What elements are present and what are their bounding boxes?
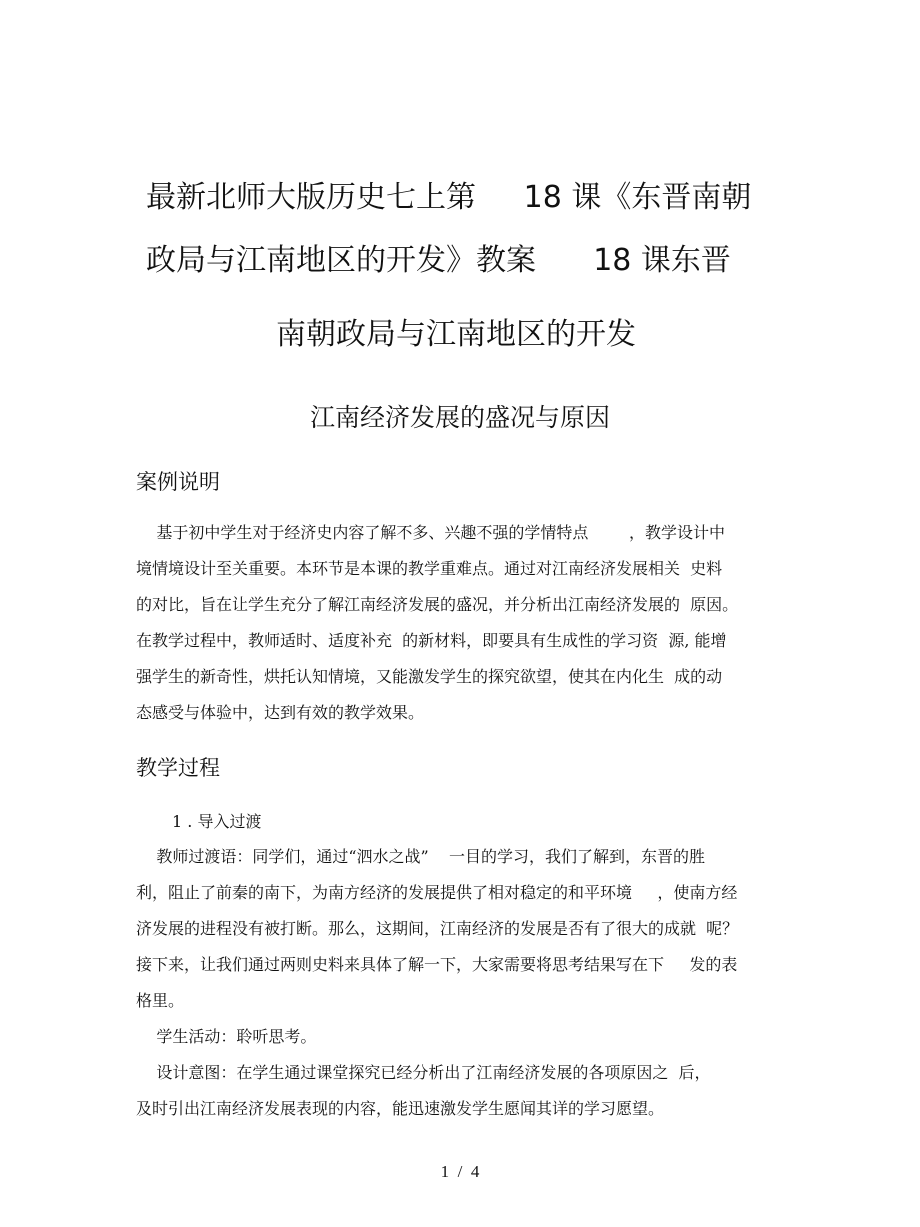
paragraph-line: 强学生的新奇性，烘托认知情境，又能激发学生的探究欲望，使其在内化生 成的动	[136, 667, 723, 686]
paragraph-line: 态感受与体验中，达到有效的教学效果。	[136, 703, 425, 722]
title-line-2: 政局与江南地区的开发》教案 18 课东晋	[146, 243, 731, 278]
paragraph-line: 济发展的进程没有被打断。那么，这期间，江南经济的发展是否有了很大的成就 呢？	[136, 919, 739, 938]
subtitle: 江南经济发展的盛况与原因	[309, 403, 610, 432]
paragraph-line: 设计意图：在学生通过课堂探究已经分析出了江南经济发展的各项原因之 后，	[136, 1063, 711, 1082]
paragraph-line: 的对比，旨在让学生充分了解江南经济发展的盛况，并分析出江南经济发展的 原因。	[136, 595, 739, 614]
paragraph-line: 格里。	[136, 991, 185, 1010]
paragraph-line: 基于初中学生对于经济史内容了解不多、兴趣不强的学情特点 ，教学设计中	[136, 523, 726, 542]
paragraph-line: 教师过渡语：同学们，通过“泗水之战” 一目的学习，我们了解到，东晋的胜	[136, 847, 706, 866]
paragraph-line: 在教学过程中，教师适时、适度补充 的新材料，即要具有生成性的学习资 源, 能增	[136, 631, 727, 650]
paragraph-line: 及时引出江南经济发展表现的内容，能迅速激发学生愿闻其详的学习愿望。	[136, 1099, 665, 1118]
section-heading-case: 案例说明	[136, 470, 220, 494]
paragraph-line: 接下来，让我们通过两则史料来具体了解一下，大家需要将思考结果写在下 发的表	[136, 955, 738, 974]
item-label: 1 . 导入过渡	[172, 812, 262, 831]
title-line-3: 南朝政局与江南地区的开发	[276, 317, 636, 352]
section-heading-process: 教学过程	[136, 756, 220, 780]
paragraph-line: 利，阻止了前秦的南下，为南方经济的发展提供了相对稳定的和平环境 ，使南方经	[136, 883, 738, 902]
page-indicator: 1 / 4	[440, 1162, 480, 1181]
title-line-1: 最新北师大版历史七上第 18 课《东晋南朝	[146, 180, 752, 215]
student-activity: 学生活动：聆听思考。	[136, 1027, 317, 1046]
paragraph-line: 境情境设计至关重要。本环节是本课的教学重难点。通过对江南经济发展相关 史料	[136, 559, 723, 578]
